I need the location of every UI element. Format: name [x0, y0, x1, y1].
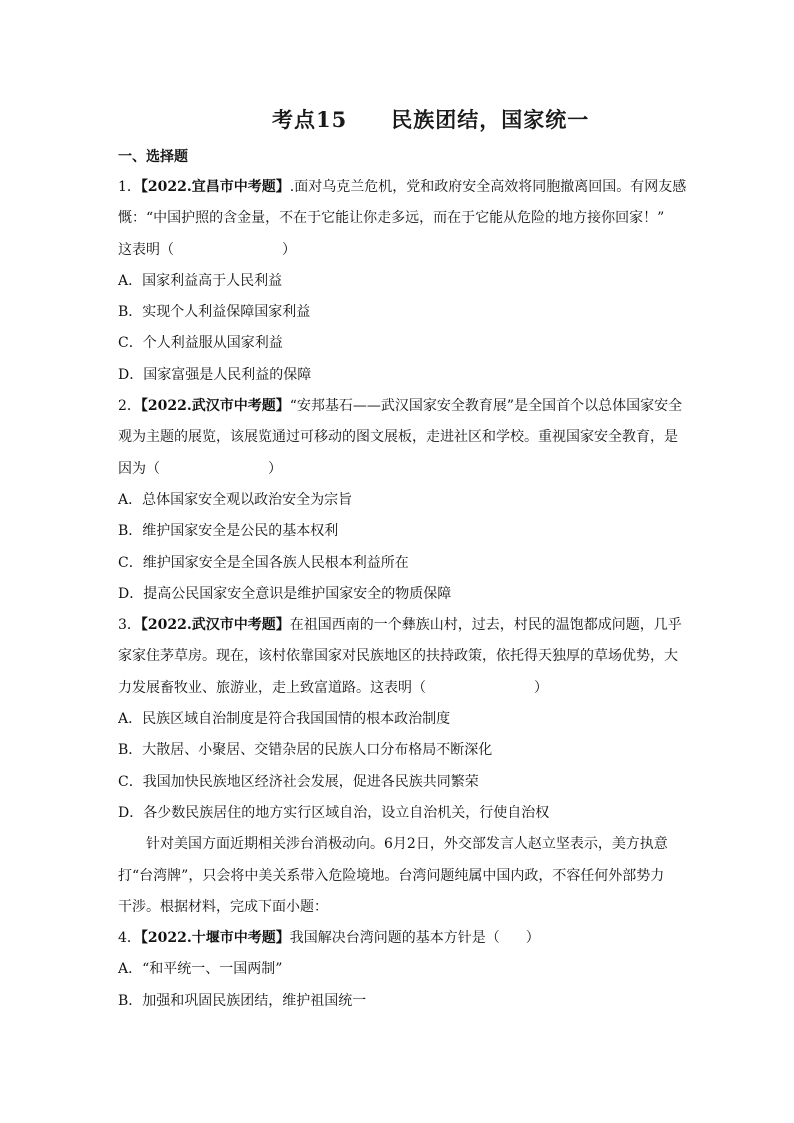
q3-paren-close: ）: [534, 679, 548, 696]
q2-option-d: D．提高公民国家安全意识是维护国家安全的物质保障: [118, 585, 452, 602]
q2-option-c: C．维护国家安全是全国各族人民根本利益所在: [118, 554, 409, 571]
q2-paren-close: ）: [268, 460, 282, 477]
q2-line-1: [118, 391, 683, 422]
q3-option-d: D．各少数民族居住的地方实行区域自治，设立自治机关，行使自治权: [118, 804, 550, 821]
material-line-2: 打“台湾牌”，只会将中美关系带入危险境地。台湾问题纯属中国内政，不容任何外部势力: [118, 867, 665, 884]
q2-option-b: B．维护国家安全是公民的基本权利: [118, 523, 339, 540]
q1-source-tag: 【2022.宜昌市中考题】: [140, 179, 290, 195]
q1-text: .面对乌克兰危机，党和政府安全高效将同胞撤离回国。有网友感: [289, 179, 687, 195]
q4-source-tag: 【2022.十堰市中考题】: [140, 930, 290, 947]
page-title: [272, 104, 589, 134]
q1-line-3: [118, 235, 678, 266]
q3-line-3: [118, 673, 678, 704]
q1-paren-close: ）: [282, 241, 296, 258]
q1-option-c: C．个人利益服从国家利益: [118, 335, 283, 352]
q3-line-1: [118, 610, 682, 641]
q3-option-a: A．民族区域自治制度是符合我国国情的根本政治制度: [118, 711, 451, 728]
q2-option-a: A．总体国家安全观以政治安全为宗旨: [118, 491, 353, 508]
q1-line-2: 慨：“中国护照的含金量，不在于它能让你走多远，而在于它能从危险的地方接你回家！”: [118, 210, 665, 227]
q2-line-3: [118, 454, 678, 485]
q2-line-2: 观为主题的展览，该展览通过可移动的图文展板，走进社区和学校。重视国家安全教育，是: [118, 429, 678, 446]
q4-line-1: [118, 923, 678, 954]
q2-stem-end: 因为（: [118, 460, 160, 477]
q3-source-tag: 【2022.武汉市中考题】: [140, 617, 290, 634]
q1-option-b: B．实现个人利益保障国家利益: [118, 304, 311, 321]
q2-text: “安邦基石——武汉国家安全教育展”是全国首个以总体国家安全: [289, 398, 683, 415]
q1-option-d: D．国家富强是人民利益的保障: [118, 366, 312, 383]
section-heading: 一、选择题: [118, 149, 188, 165]
title-topic: 民族团结，国家统一: [391, 107, 590, 132]
title-point: 考点15: [272, 107, 348, 132]
q3-line-2: 家家住茅草房。现在，该村依靠国家对民族地区的扶持政策，依托得天独厚的草场优势，大: [118, 648, 678, 665]
q1-option-a: A．国家利益高于人民利益: [118, 272, 283, 289]
q4-text: 我国解决台湾问题的基本方针是（: [289, 930, 500, 947]
q3-stem-end: 力发展畜牧业、旅游业，走上致富道路。这表明（: [118, 679, 426, 696]
q3-number: 3．: [118, 617, 141, 634]
q3-option-b: B．大散居、小聚居、交错杂居的民族人口分布格局不断深化: [118, 742, 493, 759]
q4-option-a: A．“和平统一、一国两制”: [118, 961, 283, 978]
q2-number: 2．: [118, 398, 141, 415]
material-line-3: 干涉。根据材料，完成下面小题：: [118, 898, 328, 915]
q4-paren-close: ）: [525, 930, 540, 947]
q2-source-tag: 【2022.武汉市中考题】: [140, 398, 290, 415]
material-line-1: 针对美国方面近期相关涉台消极动向。6月2日，外交部发言人赵立坚表示，美方执意: [146, 836, 668, 853]
q1-stem-end: 这表明（: [118, 241, 174, 258]
q1-number: 1．: [118, 179, 141, 195]
q4-number: 4．: [118, 930, 141, 947]
q4-option-b: B．加强和巩固民族团结，维护祖国统一: [118, 992, 367, 1009]
question-list: [118, 172, 687, 1017]
q3-option-c: C．我国加快民族地区经济社会发展，促进各民族共同繁荣: [118, 773, 479, 790]
q1-line-1: [118, 172, 687, 203]
q3-text: 在祖国西南的一个彝族山村，过去，村民的温饱都成问题，几乎: [289, 617, 682, 634]
